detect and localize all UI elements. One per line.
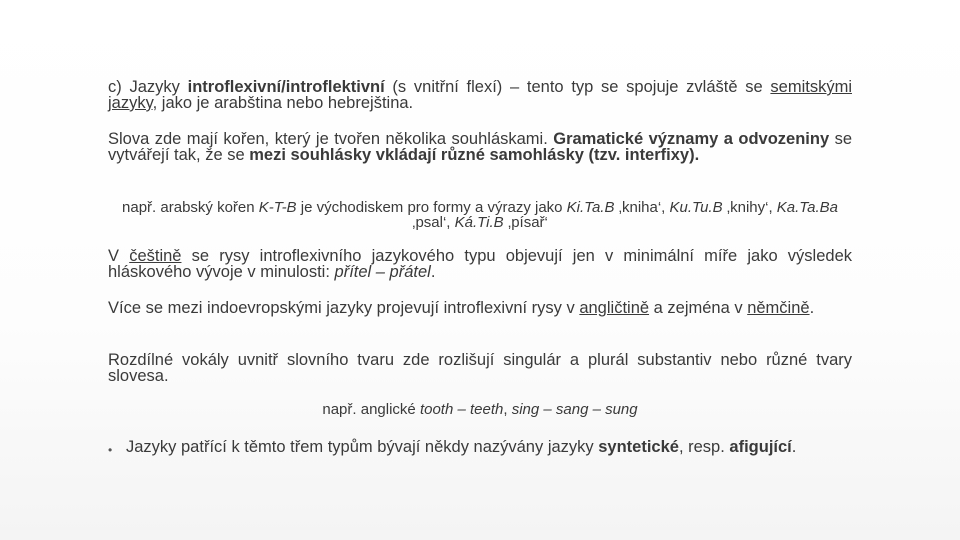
- term-affixing: afigující: [729, 438, 792, 456]
- text: např. anglické: [322, 401, 420, 418]
- text: V: [108, 247, 130, 265]
- gloss: ‚psal‘,: [412, 214, 455, 231]
- paragraph-english-german: [108, 300, 852, 316]
- text: se vytvářejí tak, že se: [108, 130, 853, 164]
- text: a zejména v: [649, 299, 748, 317]
- paragraph-synthetic: [126, 439, 852, 455]
- text: je východiskem pro formy a výrazy jako: [296, 199, 567, 216]
- gloss: ‚písař‘: [503, 214, 548, 231]
- bullet-dot: •: [108, 443, 113, 457]
- term-czech: češtině: [129, 247, 182, 265]
- paragraph-root-description: [108, 131, 852, 163]
- text: ,: [503, 401, 512, 418]
- term-interfixes: mezi souhlásky vkládají různé samohlásky (tzv. interfixy).: [249, 146, 700, 164]
- term-synthetic: syntetické: [598, 438, 679, 456]
- text: Jazyky patřící k těmto třem typům bývají někdy nazývány jazyky: [126, 438, 599, 456]
- text: , resp.: [678, 438, 730, 456]
- text: (s vnitřní flexí) – tento typ se spojuje zvláště se: [384, 78, 771, 96]
- form-katib: Ká.Ti.B: [454, 214, 504, 231]
- term-introflexive: introflexivní/introflektivní: [187, 78, 385, 96]
- text: .: [430, 263, 436, 281]
- paragraph-vowels: [108, 352, 852, 384]
- paragraph-czech: [108, 248, 852, 280]
- term-german: němčině: [747, 299, 810, 317]
- text: se rysy introflexivního jazykového typu objevují jen v minimální míře jako výsledek hláskového vývoje v minulosti:: [108, 247, 852, 281]
- example-tooth: tooth – teeth: [419, 401, 504, 418]
- root-ktb: K-T-B: [258, 199, 297, 216]
- text: Více se mezi indoevropskými jazyky projevují introflexivní rysy v: [108, 299, 580, 317]
- term-grammatical-meanings: Gramatické významy a odvozeniny: [553, 130, 830, 148]
- text: např. arabský kořen: [122, 199, 259, 216]
- form-kataba: Ka.Ta.Ba: [776, 199, 838, 216]
- form-kitab: Ki.Ta.B: [566, 199, 615, 216]
- text: Rozdílné vokály uvnitř slovního tvaru zde rozlišují singulár a plurál substantiv nebo různé tvary slovesa.: [108, 351, 852, 385]
- paragraph-introflexive-intro: [108, 79, 852, 111]
- form-kutub: Ku.Tu.B: [669, 199, 723, 216]
- text: c) Jazyky: [108, 78, 188, 96]
- example-sing: sing – sang – sung: [511, 401, 638, 418]
- example-pritel: přítel – přátel: [334, 263, 431, 281]
- gloss: ‚kniha‘,: [614, 199, 670, 216]
- term-english: angličtině: [579, 299, 650, 317]
- gloss: ‚knihy‘,: [722, 199, 777, 216]
- text: .: [791, 438, 797, 456]
- term-semitic-languages: semitskými jazyky: [108, 78, 852, 112]
- text: Slova zde mají kořen, který je tvořen několika souhláskami.: [108, 130, 554, 148]
- text: , jako je arabština nebo hebrejština.: [152, 94, 414, 112]
- example-english: [108, 402, 852, 417]
- text: .: [809, 299, 815, 317]
- example-arabic-root: [108, 200, 852, 230]
